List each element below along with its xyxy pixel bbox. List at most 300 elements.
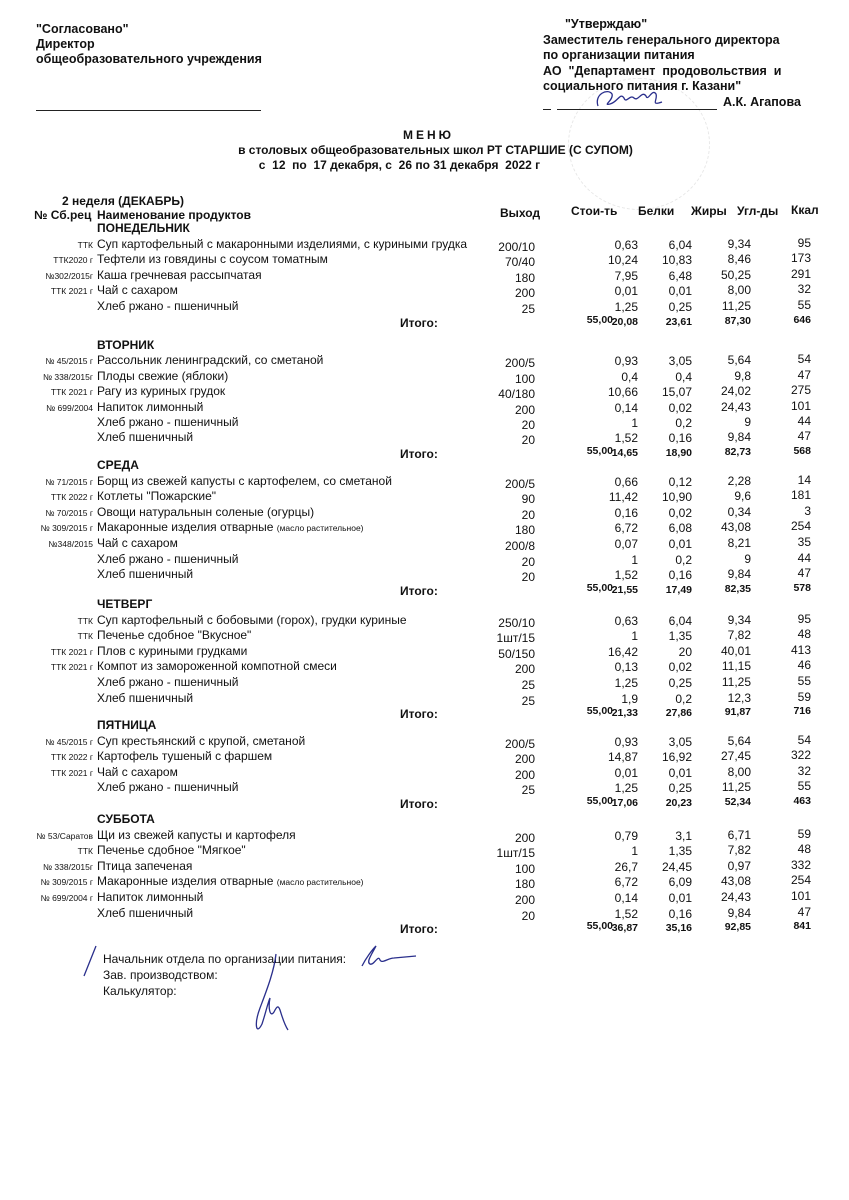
dish-name-text: Хлеб ржано - пшеничный bbox=[97, 675, 239, 689]
dish-name bbox=[97, 505, 314, 519]
carbs-value: 9,84 bbox=[727, 430, 751, 445]
protein-value: 1,52 bbox=[614, 906, 638, 921]
recipe-code: № 699/2004 г bbox=[40, 893, 93, 903]
output-value: 200/5 bbox=[504, 356, 535, 371]
carbs-value: 43,08 bbox=[720, 520, 751, 535]
total-kcal: 716 bbox=[793, 705, 811, 718]
protein-value: 0,93 bbox=[614, 354, 638, 369]
fat-value: 0,2 bbox=[675, 416, 692, 430]
fat-value: 6,48 bbox=[668, 268, 692, 283]
fat-value: 3,05 bbox=[668, 734, 692, 749]
carbs-value: 12,3 bbox=[727, 690, 751, 705]
recipe-code: ТТК bbox=[77, 846, 93, 857]
agreed-position: Директор bbox=[36, 37, 95, 51]
dish-name-text: Борщ из свежей капусты с картофелем, со сметаной bbox=[97, 473, 392, 488]
table-row bbox=[0, 842, 849, 861]
carbs-value: 24,43 bbox=[720, 890, 751, 904]
dish-name bbox=[97, 384, 225, 398]
dish-name-text: Компот из замороженной компотной смеси bbox=[97, 659, 337, 674]
dish-note: (масло растительное) bbox=[276, 877, 364, 888]
day-heading-row bbox=[0, 718, 849, 733]
dish-name bbox=[97, 843, 246, 857]
kcal-value: 59 bbox=[797, 689, 811, 704]
fat-value: 0,2 bbox=[675, 552, 692, 567]
total-carbs: 87,30 bbox=[724, 314, 751, 327]
carbs-value: 7,82 bbox=[727, 843, 751, 858]
total-label: Итого: bbox=[400, 707, 438, 722]
recipe-code: №348/2015 bbox=[48, 539, 93, 549]
carbs-value: 6,71 bbox=[727, 827, 751, 842]
dish-name-text: Хлеб пшеничный bbox=[97, 567, 194, 582]
output-value: 25 bbox=[521, 302, 535, 316]
fat-value: 0,25 bbox=[668, 781, 692, 796]
day-heading-row bbox=[0, 597, 849, 612]
output-value: 25 bbox=[521, 693, 535, 708]
carbs-value: 43,08 bbox=[720, 874, 751, 889]
approver-signature-icon bbox=[590, 84, 670, 112]
output-value: 20 bbox=[521, 433, 535, 448]
fat-value: 0,25 bbox=[668, 300, 692, 314]
day-name: ЧЕТВЕРГ bbox=[97, 597, 153, 611]
dish-name bbox=[97, 675, 238, 689]
dish-name bbox=[97, 659, 337, 673]
table-row bbox=[0, 474, 849, 489]
output-value: 200/8 bbox=[504, 539, 535, 553]
table-row bbox=[0, 734, 849, 749]
carbs-value: 11,25 bbox=[721, 780, 751, 795]
kcal-value: 32 bbox=[797, 282, 811, 297]
dish-name bbox=[97, 283, 178, 297]
total-carbs: 91,87 bbox=[724, 706, 751, 719]
output-value: 20 bbox=[521, 908, 535, 923]
carbs-value: 9,84 bbox=[727, 905, 751, 920]
fat-value: 0,16 bbox=[668, 568, 692, 583]
recipe-code: ТТК 2021 г bbox=[50, 286, 93, 297]
kcal-value: 54 bbox=[797, 732, 811, 747]
total-label: Итого: bbox=[400, 583, 438, 598]
fat-value: 3,05 bbox=[668, 354, 692, 369]
approver-title-3: АО "Департамент продовольствия и bbox=[543, 63, 782, 78]
agreed-block bbox=[36, 22, 262, 67]
recipe-code: № 309/2015 г bbox=[40, 877, 93, 888]
carbs-value: 5,64 bbox=[727, 353, 751, 368]
dish-name-text: Овощи натуральнын соленые (огурцы) bbox=[97, 504, 315, 519]
table-row bbox=[0, 429, 849, 448]
output-value: 20 bbox=[521, 570, 535, 585]
total-protein: 20,08 bbox=[611, 315, 638, 328]
week-label: 2 неделя (ДЕКАБРЬ) bbox=[62, 194, 184, 208]
protein-value: 10,66 bbox=[607, 385, 638, 400]
total-fat: 23,61 bbox=[665, 315, 692, 328]
dish-name-text: Хлеб пшеничный bbox=[97, 430, 194, 445]
protein-value: 1,9 bbox=[621, 691, 638, 706]
kcal-value: 291 bbox=[790, 266, 811, 281]
dish-name bbox=[97, 906, 193, 920]
dish-name bbox=[97, 252, 328, 266]
total-kcal: 578 bbox=[793, 581, 811, 594]
carbs-value: 27,45 bbox=[720, 749, 751, 764]
dish-name-text: Плоды свежие (яблоки) bbox=[97, 368, 229, 383]
total-fat: 20,23 bbox=[665, 797, 692, 809]
carbs-value: 9 bbox=[744, 415, 751, 429]
protein-value: 1,25 bbox=[614, 300, 638, 314]
table-row bbox=[0, 369, 849, 384]
dish-name bbox=[97, 874, 364, 888]
kcal-value: 32 bbox=[797, 763, 811, 778]
fat-value: 0,01 bbox=[668, 765, 692, 780]
day-name: ПЯТНИЦА bbox=[97, 718, 157, 732]
carbs-value: 24,02 bbox=[720, 384, 751, 399]
protein-value: 7,95 bbox=[614, 268, 638, 283]
dish-name bbox=[97, 749, 272, 763]
table-row bbox=[0, 859, 849, 874]
output-value: 90 bbox=[521, 492, 535, 507]
recipe-code: № 338/2015г bbox=[42, 861, 93, 872]
table-row bbox=[0, 691, 849, 706]
output-value: 50/150 bbox=[498, 646, 535, 661]
protein-value: 10,24 bbox=[607, 253, 638, 268]
dish-name-text: Плов с куриными грудками bbox=[97, 643, 248, 658]
dish-name bbox=[97, 430, 193, 444]
recipe-code: ТТК bbox=[77, 615, 93, 626]
protein-value: 1,25 bbox=[614, 676, 638, 690]
kcal-value: 48 bbox=[797, 842, 811, 857]
col-header-cost: Стои-ть bbox=[571, 204, 618, 218]
col-header-kcal: Ккал bbox=[791, 203, 819, 217]
kcal-value: 254 bbox=[790, 873, 811, 888]
recipe-code: ТТК 2022 г bbox=[50, 492, 93, 503]
approver-title-1: Заместитель генерального директора bbox=[543, 32, 780, 47]
output-value: 200/10 bbox=[498, 239, 535, 254]
dish-name-text: Печенье сдобное "Вкусное" bbox=[97, 628, 252, 643]
dish-name bbox=[97, 299, 238, 313]
total-carbs: 82,35 bbox=[724, 582, 751, 595]
total-carbs: 52,34 bbox=[724, 796, 751, 808]
approved-block bbox=[543, 17, 801, 110]
dish-name-text: Каша гречневая рассыпчатая bbox=[97, 267, 262, 282]
day-heading-row bbox=[0, 812, 849, 827]
approve-label: "Утверждаю" bbox=[565, 17, 648, 31]
fat-value: 6,04 bbox=[668, 613, 692, 628]
protein-value: 0,13 bbox=[614, 660, 638, 675]
protein-value: 0,93 bbox=[614, 734, 638, 749]
output-value: 1шт/15 bbox=[496, 846, 535, 861]
protein-value: 1 bbox=[631, 416, 638, 430]
agreed-signature-line bbox=[36, 110, 261, 111]
table-row bbox=[0, 873, 849, 892]
dish-name-text: Суп картофельный с бобовыми (горох), грудки куриные bbox=[97, 612, 407, 627]
fat-value: 16,92 bbox=[661, 750, 692, 765]
head-signature-icon bbox=[358, 944, 420, 970]
fat-value: 0,01 bbox=[668, 891, 692, 905]
output-value: 70/40 bbox=[504, 255, 535, 270]
protein-value: 0,01 bbox=[614, 284, 638, 299]
table-row bbox=[0, 536, 849, 551]
day-heading-row bbox=[0, 338, 849, 353]
approver-signature-row bbox=[543, 95, 801, 111]
col-header-protein: Белки bbox=[638, 204, 675, 218]
kcal-value: 47 bbox=[797, 566, 811, 581]
carbs-value: 9 bbox=[744, 551, 751, 566]
fat-value: 0,02 bbox=[668, 400, 692, 415]
carbs-value: 0,97 bbox=[727, 858, 751, 873]
dish-name-text: Хлеб ржано - пшеничный bbox=[97, 780, 239, 795]
protein-value: 0,66 bbox=[614, 474, 638, 489]
fat-value: 0,16 bbox=[668, 906, 692, 921]
dish-name-text: Хлеб ржано - пшеничный bbox=[97, 551, 239, 566]
total-cost: 55,00 bbox=[586, 795, 613, 807]
output-value: 200 bbox=[514, 662, 535, 677]
footer-calculator: Калькулятор: bbox=[103, 984, 177, 998]
col-header-fat: Жиры bbox=[691, 204, 727, 218]
output-value: 250/10 bbox=[498, 615, 535, 630]
output-value: 200/5 bbox=[504, 736, 535, 751]
output-value: 200 bbox=[514, 767, 535, 782]
kcal-value: 48 bbox=[797, 627, 811, 642]
protein-value: 0,01 bbox=[614, 765, 638, 780]
dish-name-text: Птица запеченая bbox=[97, 858, 193, 873]
total-fat: 18,90 bbox=[665, 446, 692, 459]
output-value: 180 bbox=[514, 877, 535, 892]
recipe-code: ТТК 2021 г bbox=[50, 646, 93, 657]
table-row bbox=[0, 748, 849, 767]
recipe-code: ТТК2020 г bbox=[53, 255, 93, 266]
calculator-signature-icon bbox=[248, 952, 298, 1042]
carbs-value: 7,82 bbox=[727, 628, 751, 643]
day-name: СУББОТА bbox=[97, 812, 155, 826]
menu-subtitle: в столовых общеобразовательных школ РТ СТАРШИЕ (С СУПОМ) bbox=[238, 143, 633, 157]
carbs-value: 8,46 bbox=[727, 252, 751, 267]
recipe-code: ТТК bbox=[77, 239, 93, 250]
dish-name bbox=[97, 415, 238, 429]
table-row bbox=[0, 415, 849, 430]
day-name: СРЕДА bbox=[97, 458, 139, 472]
dish-name-text: Чай с сахаром bbox=[97, 283, 178, 298]
protein-value: 0,4 bbox=[621, 369, 638, 384]
carbs-value: 9,34 bbox=[727, 612, 751, 627]
protein-value: 1,52 bbox=[614, 568, 638, 583]
carbs-value: 8,21 bbox=[727, 536, 751, 550]
total-fat: 17,49 bbox=[665, 583, 692, 596]
fat-value: 0,16 bbox=[668, 431, 692, 446]
kcal-value: 14 bbox=[797, 472, 811, 487]
dish-name-text: Щи из свежей капусты и картофеля bbox=[97, 827, 296, 842]
table-row bbox=[0, 299, 849, 314]
protein-value: 0,14 bbox=[614, 400, 638, 415]
protein-value: 1 bbox=[631, 844, 638, 859]
approver-title-2: по организации питания bbox=[543, 48, 695, 62]
dish-name-text: Хлеб пшеничный bbox=[97, 690, 194, 705]
kcal-value: 101 bbox=[790, 889, 811, 903]
carbs-value: 8,00 bbox=[727, 283, 751, 298]
table-row bbox=[0, 644, 849, 659]
protein-value: 16,42 bbox=[607, 644, 638, 659]
table-row bbox=[0, 765, 849, 780]
total-row bbox=[0, 920, 849, 935]
recipe-code: № 309/2015 г bbox=[40, 523, 93, 534]
kcal-value: 332 bbox=[790, 857, 811, 872]
carbs-value: 11,25 bbox=[721, 299, 751, 313]
dish-name-text: Макаронные изделия отварные bbox=[97, 520, 277, 535]
protein-value: 6,72 bbox=[614, 521, 638, 536]
dish-name-text: Печенье сдобное "Мягкое" bbox=[97, 843, 246, 858]
kcal-value: 181 bbox=[790, 488, 811, 503]
day-heading-row bbox=[0, 221, 849, 236]
table-row bbox=[0, 383, 849, 402]
recipe-code: № 70/2015 г bbox=[45, 507, 93, 518]
table-row bbox=[0, 779, 849, 798]
protein-value: 1,25 bbox=[614, 781, 638, 796]
total-kcal: 841 bbox=[793, 920, 811, 933]
kcal-value: 413 bbox=[790, 642, 811, 657]
carbs-value: 24,43 bbox=[720, 399, 751, 414]
menu-dates: с 12 по 17 декабря, с 26 по 31 декабря 2022 г bbox=[258, 158, 541, 172]
carbs-value: 9,34 bbox=[727, 236, 751, 251]
fat-value: 0,25 bbox=[668, 676, 692, 690]
dish-name-text: Чай с сахаром bbox=[97, 536, 178, 550]
day-name: ВТОРНИК bbox=[97, 338, 155, 352]
table-row bbox=[0, 906, 849, 921]
fat-value: 1,35 bbox=[668, 629, 692, 644]
fat-value: 6,04 bbox=[668, 237, 692, 252]
total-kcal: 568 bbox=[793, 444, 811, 457]
output-value: 200 bbox=[514, 286, 535, 301]
fat-value: 10,83 bbox=[661, 253, 692, 268]
output-value: 100 bbox=[514, 861, 535, 876]
total-cost: 55,00 bbox=[586, 705, 613, 718]
dish-name bbox=[97, 644, 247, 658]
agreed-label: "Согласовано" bbox=[36, 22, 129, 36]
carbs-value: 9,8 bbox=[734, 368, 751, 383]
fat-value: 0,2 bbox=[675, 691, 692, 706]
protein-value: 0,63 bbox=[614, 613, 638, 628]
output-value: 200 bbox=[514, 752, 535, 767]
dish-name bbox=[97, 520, 364, 534]
fat-value: 1,35 bbox=[668, 844, 692, 859]
output-value: 20 bbox=[521, 418, 535, 432]
table-row bbox=[0, 352, 849, 371]
kcal-value: 55 bbox=[797, 674, 811, 688]
table-row bbox=[0, 627, 849, 646]
carbs-value: 40,01 bbox=[720, 643, 751, 658]
dish-name bbox=[97, 828, 296, 842]
dish-name bbox=[97, 859, 192, 873]
carbs-value: 9,84 bbox=[727, 567, 751, 582]
total-protein: 21,33 bbox=[611, 707, 638, 720]
table-row bbox=[0, 890, 849, 905]
dish-name bbox=[97, 765, 178, 779]
fat-value: 6,09 bbox=[668, 875, 692, 890]
protein-value: 14,87 bbox=[607, 750, 638, 765]
carbs-value: 8,00 bbox=[727, 764, 751, 779]
protein-value: 0,14 bbox=[614, 891, 638, 905]
dish-name-text: Суп крестьянский с крупой, сметаной bbox=[97, 733, 306, 748]
dish-name bbox=[97, 628, 251, 642]
total-protein: 36,87 bbox=[611, 922, 638, 935]
dish-name-text: Картофель тушеный с фаршем bbox=[97, 749, 273, 764]
fat-value: 15,07 bbox=[661, 385, 692, 400]
dish-name bbox=[97, 489, 216, 503]
carbs-value: 11,15 bbox=[721, 659, 751, 674]
table-row bbox=[0, 268, 849, 283]
dish-name bbox=[97, 613, 407, 627]
carbs-value: 11,25 bbox=[721, 675, 751, 689]
total-label: Итого: bbox=[400, 446, 438, 461]
kcal-value: 44 bbox=[797, 550, 811, 565]
col-header-output: Выход bbox=[500, 206, 541, 220]
kcal-value: 47 bbox=[797, 904, 811, 919]
menu-title-block bbox=[0, 128, 849, 173]
carbs-value: 2,28 bbox=[727, 473, 751, 488]
kcal-value: 254 bbox=[790, 519, 811, 534]
total-row bbox=[0, 582, 849, 597]
fat-value: 6,08 bbox=[668, 521, 692, 536]
kcal-value: 44 bbox=[797, 414, 811, 428]
recipe-code: № 338/2015г bbox=[42, 371, 93, 382]
table-row bbox=[0, 505, 849, 520]
dish-name bbox=[97, 536, 178, 550]
fat-value: 20 bbox=[678, 644, 692, 659]
kcal-value: 275 bbox=[790, 383, 811, 398]
recipe-code: №302/2015г bbox=[45, 270, 93, 281]
recipe-code: № 45/2015 г bbox=[45, 356, 93, 367]
table-row bbox=[0, 488, 849, 507]
footer-production-manager: Зав. производством: bbox=[103, 968, 218, 982]
total-cost: 55,00 bbox=[586, 444, 613, 457]
col-header-carbs: Угл-ды bbox=[737, 204, 779, 218]
agreed-organization: общеобразовательного учреждения bbox=[36, 52, 262, 66]
fat-value: 0,02 bbox=[668, 505, 692, 520]
table-row bbox=[0, 566, 849, 585]
kcal-value: 59 bbox=[797, 826, 811, 841]
output-value: 40/180 bbox=[498, 387, 535, 402]
table-row bbox=[0, 658, 849, 677]
table-row bbox=[0, 251, 849, 270]
total-fat: 27,86 bbox=[665, 707, 692, 720]
dish-name-text: Хлеб пшеничный bbox=[97, 905, 194, 920]
table-row bbox=[0, 519, 849, 538]
dish-name-text: Суп картофельный с макаронными изделиями, с куриными грудка bbox=[97, 236, 468, 251]
output-value: 20 bbox=[521, 507, 535, 522]
carbs-value: 5,64 bbox=[727, 733, 751, 748]
carbs-value: 0,34 bbox=[727, 504, 751, 519]
kcal-value: 173 bbox=[790, 251, 811, 266]
approver-title-4: социального питания г. Казани" bbox=[543, 79, 742, 93]
kcal-value: 322 bbox=[790, 748, 811, 763]
dish-name-text: Макаронные изделия отварные bbox=[97, 874, 277, 889]
fat-value: 0,4 bbox=[675, 369, 692, 384]
total-cost: 55,00 bbox=[586, 581, 613, 594]
menu-title: МЕНЮ bbox=[402, 128, 455, 142]
fat-value: 3,1 bbox=[675, 828, 692, 843]
dish-name-text: Чай с сахаром bbox=[97, 764, 178, 779]
protein-value: 6,72 bbox=[614, 875, 638, 890]
dish-name bbox=[97, 268, 262, 282]
table-row bbox=[0, 828, 849, 843]
protein-value: 0,63 bbox=[614, 237, 638, 252]
kcal-value: 35 bbox=[797, 535, 811, 549]
dish-note: (масло растительное) bbox=[276, 523, 364, 534]
kcal-value: 46 bbox=[797, 658, 811, 673]
output-value: 20 bbox=[521, 554, 535, 569]
total-row bbox=[0, 795, 849, 810]
total-carbs: 82,73 bbox=[724, 445, 751, 458]
dish-name bbox=[97, 780, 238, 794]
recipe-code: ТТК 2022 г bbox=[50, 752, 93, 763]
fat-value: 10,90 bbox=[661, 490, 692, 505]
table-row bbox=[0, 237, 849, 252]
total-row bbox=[0, 314, 849, 329]
